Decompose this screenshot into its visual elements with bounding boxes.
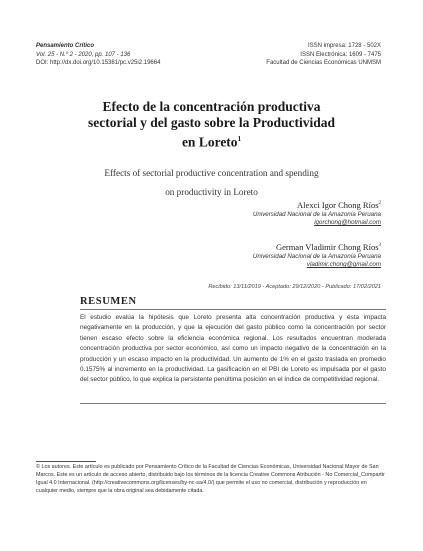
abstract-text: El estudio evalúa la hipótesis que Loreto presenta alta concentración productiva y ésta impacta negativamente en la producción, y que la ejecución del gasto público como la concentración por sector tienen escaso efecto sobre la eficiencia económica regional. Los resultados encuentran moderada concentración productiva por sector económico, así como un impacto negativo de la concentración en la producción y un escaso impacto en la productividad. Un aumento de 1% en el gasto traslada en promedio 0.1575% al incremento en la productividad. La gasificación en el PBI de Loreto es impulsada por el gasto del sector público, lo que explica la persistente penúltima posición en el índice de competitividad regional. (80, 314, 386, 384)
author-footnote-marker: 3 (378, 243, 381, 248)
subtitle-line-1: Effects of sectorial productive concentration and spending (104, 168, 319, 178)
author-footnote-marker: 2 (378, 201, 381, 206)
title-footnote-marker[interactable]: 1 (237, 135, 242, 143)
issn-print: ISSN impresa: 1728 - 502X (307, 43, 381, 49)
abstract-heading: RESUMEN (80, 296, 137, 307)
author-name: Alexci Igor Chong Ríos (297, 199, 379, 210)
subtitle-line-2: on productivity in Loreto (165, 187, 258, 197)
issn-electronic: ISSN Electrónica: 1609 - 7475 (300, 51, 381, 58)
journal-header (36, 42, 160, 68)
abstract-top-rule (80, 309, 386, 310)
article-subtitle (40, 164, 383, 202)
author-email-link[interactable]: igorchong@hotmail.com (314, 218, 381, 226)
title-line-3: en Loreto (181, 134, 238, 150)
abstract-bottom-rule (80, 403, 386, 404)
title-line-2: sectorial y del gasto sobre la Productividad (88, 115, 335, 130)
author-affiliation: Universidad Nacional de la Amazonía Peruana (252, 252, 381, 260)
issn-header (266, 42, 381, 68)
journal-issue: Vol. 25 - N.º 2 - 2020, pp. 107 - 136 (36, 51, 131, 58)
publication-dates: Recibido: 13/11/2019 - Aceptado: 29/12/2020 - Publicado: 17/02/2021 (208, 284, 381, 290)
license-footnote: © Los autores. Este artículo es publicado por Pensamiento Crítico de la Facultad de Ciencias Económicas, Universidad Nacional Mayor de San Marcos. Este es un artículo de acceso abierto, distribuido bajo los términos de la licencia Creative Commons Atribución - No Comercial_Compartir Igual 4.0 Internacional. (http://creativecommons.org/licenses/by-nc-sa/4.0/) que permite el uso no comercial, distribución y reproducción en cualquier medio, siempre que la obra original sea debidamente citada. (36, 464, 385, 495)
faculty-name: Facultad de Ciencias Económicas UNMSM (266, 60, 381, 66)
author-email-link[interactable]: vladimir.chong@gmail.com (306, 260, 381, 268)
title-line-1: Efecto de la concentración productiva (102, 99, 321, 114)
author-1 (121, 198, 381, 227)
author-2 (121, 240, 381, 269)
journal-name: Pensamiento Crítico (36, 43, 95, 49)
author-affiliation: Universidad Nacional de la Amazonía Peruana (252, 210, 381, 218)
journal-doi[interactable]: DOI: http://dx.doi.org/10.15381/pc.v25i2.19664 (36, 60, 161, 66)
article-title (40, 99, 383, 151)
footnote-divider (36, 461, 96, 462)
author-name: German Vladimir Chong Ríos (275, 241, 379, 252)
